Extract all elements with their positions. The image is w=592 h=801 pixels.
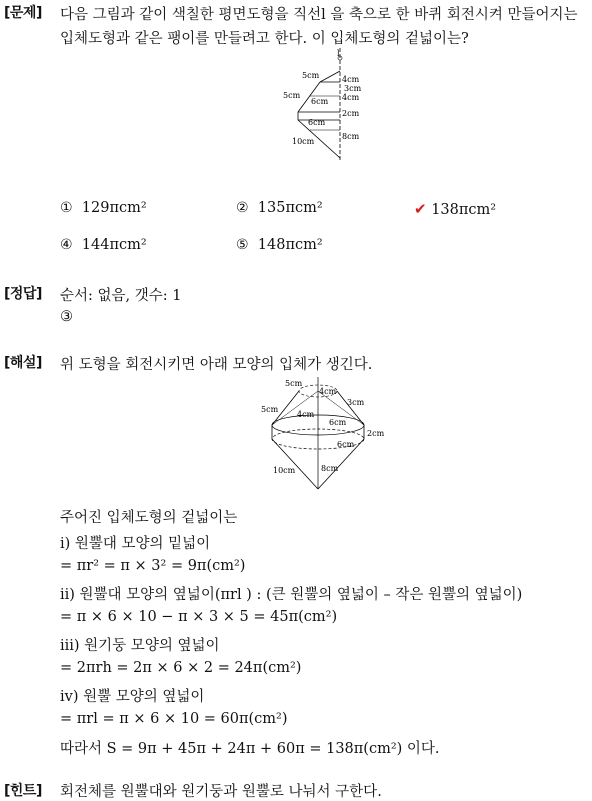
figure-label: 8cm: [342, 132, 360, 141]
figure-label: 3cm: [344, 84, 362, 93]
figure-label: 10cm: [273, 466, 296, 475]
figure-label: 4cm: [319, 387, 337, 396]
solution-line: 주어진 입체도형의 겉넓이는: [60, 510, 238, 526]
answer-value: ③: [60, 309, 73, 325]
figure-label: 5cm: [261, 405, 279, 414]
figure-label: 6cm: [308, 118, 326, 127]
solution-line: 따라서 S = 9π + 45π + 24π + 60π = 138π(cm²) 이다.: [60, 741, 440, 757]
check-icon: ✔: [414, 200, 427, 218]
choice-text: 144πcm²: [81, 237, 147, 253]
solution-line: ⅳ) 원뿔 모양의 옆넓이: [60, 689, 205, 705]
figure-label: 2cm: [367, 429, 385, 438]
figure-label: 3cm: [347, 398, 365, 407]
choice-marker: ②: [236, 200, 249, 216]
figure-label: 10cm: [292, 137, 315, 146]
choice-2[interactable]: [236, 200, 323, 216]
figure-label: 6cm: [311, 97, 329, 106]
solution-line: = 2πrh = 2π × 6 × 2 = 24π(cm²): [60, 660, 302, 676]
figure-label: 2cm: [342, 109, 360, 118]
figure-label: 8cm: [321, 464, 339, 473]
choice-marker: ⑤: [236, 237, 249, 253]
choice-text: 148πcm²: [257, 237, 323, 253]
problem-text-line-1: 다음 그림과 같이 색칠한 평면도형을 직선l 을 축으로 한 바퀴 회전시켜 만들어지는: [60, 7, 578, 23]
solution-line: ⅲ) 원기둥 모양의 옆넓이: [60, 638, 220, 654]
figure-label: 4cm: [342, 93, 360, 102]
choice-marker: ④: [60, 237, 73, 253]
hint-text: 회전체를 원뿔대와 원기둥과 원뿔로 나눠서 구한다.: [60, 784, 382, 800]
figure-label: 4cm: [342, 75, 360, 84]
choice-text: 138πcm²: [431, 202, 497, 218]
figure-label: 4cm: [297, 410, 315, 419]
choice-text: 129πcm²: [81, 200, 147, 216]
figure-label: l: [337, 49, 340, 58]
problem-figure: [280, 48, 370, 163]
answer-meta: 순서: 없음, 갯수: 1: [60, 288, 182, 304]
problem-tag: [문제]: [4, 5, 42, 21]
figure-label: 5cm: [302, 71, 320, 80]
solution-line: ⅱ) 원뿔대 모양의 옆넓이(πrl ) : (큰 원뿔의 옆넓이 – 작은 원뿔의 옆넓이): [60, 587, 523, 603]
solution-line: = π × 6 × 10 − π × 3 × 5 = 45π(cm²): [60, 609, 338, 625]
figure-label: 5cm: [283, 91, 301, 100]
solution-line: ⅰ) 원뿔대 모양의 밑넓이: [60, 536, 211, 552]
choice-1[interactable]: [60, 200, 147, 216]
solution-intro: 위 도형을 회전시키면 아래 모양의 입체가 생긴다.: [60, 357, 373, 373]
figure-label: 6cm: [337, 440, 355, 449]
problem-text-line-2: 입체도형과 같은 팽이를 만들려고 한다. 이 입체도형의 겉넓이는?: [60, 31, 469, 47]
hint-tag: [힌트]: [4, 783, 42, 799]
answer-tag: [정답]: [4, 286, 42, 302]
solution-figure: [255, 375, 395, 493]
figure-label: 6cm: [329, 418, 347, 427]
solution-line: = πr² = π × 3² = 9π(cm²): [60, 558, 246, 574]
choice-4[interactable]: [60, 237, 147, 253]
choice-text: 135πcm²: [257, 200, 323, 216]
choice-5[interactable]: [236, 237, 323, 253]
solution-tag: [해설]: [4, 355, 42, 371]
choice-marker: ①: [60, 200, 73, 216]
solution-line: = πrl = π × 6 × 10 = 60π(cm²): [60, 711, 288, 727]
choice-3[interactable]: [414, 200, 496, 218]
figure-label: 5cm: [285, 379, 303, 388]
